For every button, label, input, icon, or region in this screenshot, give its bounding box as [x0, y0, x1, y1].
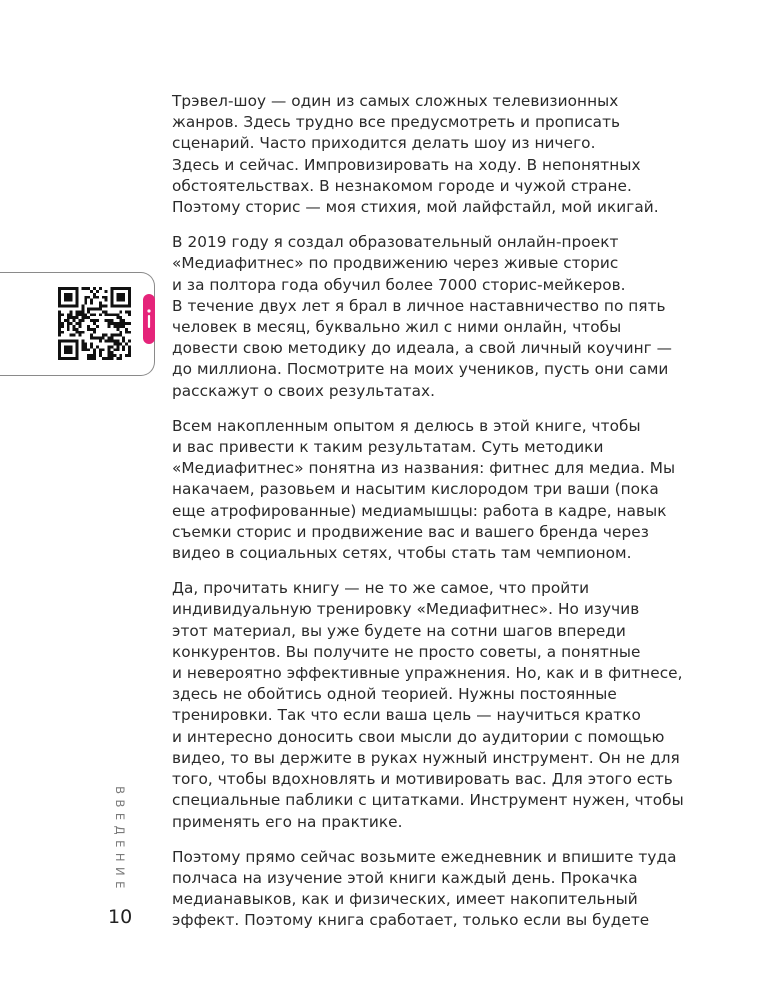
text-line: обстоятельствах. В незнакомом городе и чужой стране. — [172, 176, 632, 195]
text-line: съемки сторис и продвижение вас и вашего бренда через — [172, 522, 649, 541]
text-line: и интересно доносить свои мысли до аудитории с помощью — [172, 727, 665, 746]
text-line: Всем накопленным опытом я делюсь в этой книге, чтобы — [172, 416, 641, 435]
text-line: видео в социальных сетях, чтобы стать там чемпионом. — [172, 544, 632, 563]
text-line: Трэвел-шоу — один из самых сложных телевизионных — [172, 92, 619, 110]
text-line: еще атрофированные) медиамышцы: работа в кадре, навык — [172, 501, 667, 520]
text-line: накачаем, разовьем и насытим кислородом три ваши (пока — [172, 480, 659, 499]
text-line: «Медиафитнес» понятна из названия: фитнес для медиа. Мы — [172, 459, 676, 478]
text-line: довести свою методику до идеала, а свой личный коучинг — — [172, 339, 672, 358]
text-line: этот материал, вы уже будете на сотни шагов впереди — [172, 621, 626, 640]
body-text — [172, 91, 684, 946]
text-line: эффект. Поэтому книга сработает, только если вы будете — [172, 911, 650, 930]
section-label-text: ВВЕДЕНИЕ — [113, 786, 127, 894]
text-line: сценарий. Часто приходится делать шоу из ничего. — [172, 134, 596, 153]
text-line: до миллиона. Посмотрите на моих учеников, пусть они сами — [172, 360, 669, 379]
text-line: и вас привести к таким результатам. Суть методики — [172, 438, 604, 457]
text-line: жанров. Здесь трудно все предусмотреть и прописать — [172, 113, 621, 132]
text-line: конкурентов. Вы получите не просто советы, а понятные — [172, 642, 641, 661]
paragraph — [172, 416, 676, 564]
paragraph — [172, 578, 684, 832]
text-line: того, чтобы вдохновлять и мотивировать вас. Для этого есть — [172, 770, 673, 789]
text-line: и за полтора года обучил более 7000 сторис-мейкеров. — [172, 275, 626, 294]
text-line: Поэтому прямо сейчас возьмите ежедневник и впишите туда — [172, 847, 677, 866]
paragraph — [172, 91, 672, 218]
text-line: В 2019 году я создал образовательный онлайн-проект — [172, 233, 619, 252]
paragraph — [172, 232, 672, 402]
text-line: видео, то вы держите в руках нужный инструмент. Он не для — [172, 748, 680, 767]
text-line: тренировки. Так что если ваша цель — научиться кратко — [172, 706, 641, 725]
page-number: 10 — [108, 906, 133, 928]
text-line: Здесь и сейчас. Импровизировать на ходу. В непонятных — [172, 155, 641, 174]
text-line: Поэтому сторис — моя стихия, мой лайфстайл, мой икигай. — [172, 198, 659, 217]
info-tab — [143, 294, 155, 344]
text-line: специальные паблики с цитатками. Инструмент нужен, чтобы — [172, 791, 684, 810]
text-line: индивидуальную тренировку «Медиафитнес». Но изучив — [172, 600, 640, 619]
text-line: В течение двух лет я брал в личное наставничество по пять — [172, 296, 666, 315]
text-line: здесь не обойтись одной теорией. Нужны постоянные — [172, 685, 617, 704]
section-label — [112, 785, 128, 895]
text-line: «Медиафитнес» по продвижению через живые сторис — [172, 254, 619, 273]
text-line: человек в месяц, буквально жил с ними онлайн, чтобы — [172, 318, 622, 337]
text-line: расскажут о своих результатах. — [172, 381, 436, 400]
text-line: полчаса на изучение этой книги каждый день. Прокачка — [172, 868, 638, 887]
text-line: применять его на практике. — [172, 812, 403, 831]
paragraph — [172, 847, 677, 932]
info-icon — [143, 294, 155, 344]
text-line: и невероятно эффективные упражнения. Но, как и в фитнесе, — [172, 664, 683, 683]
qr-code-icon[interactable] — [58, 287, 131, 360]
text-line: медианавыков, как и физических, имеет накопительный — [172, 890, 638, 909]
text-line: Да, прочитать книгу — не то же самое, что пройти — [172, 579, 590, 598]
